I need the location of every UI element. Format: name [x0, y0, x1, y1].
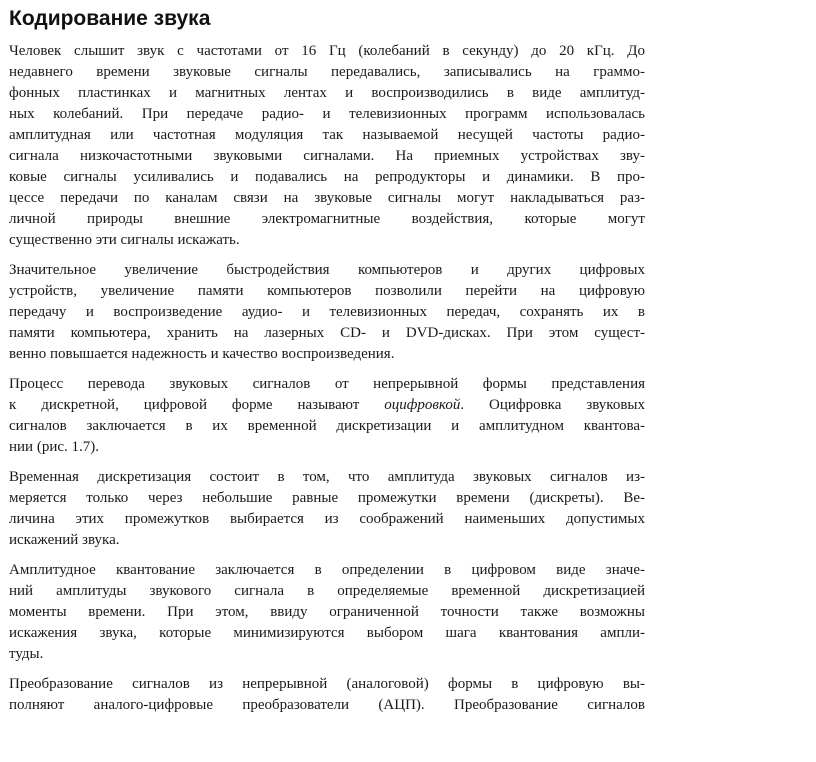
text-line: фонных пластинках и магнитных лентах и воспроизводились в виде амплитуд- [9, 85, 645, 101]
text-line: моменты времени. При этом, ввиду ограниченной точности также возможны [9, 604, 645, 620]
text-line: ных колебаний. При передаче радио- и телевизионных программ использовалась [9, 106, 645, 122]
text-fragment: . Оцифровка звуковых [460, 397, 645, 413]
text-line: передачу и воспроизведение аудио- и телевизионных передач, сохранять их в [9, 304, 645, 320]
text-line: Значительное увеличение быстродействия компьютеров и других цифровых [9, 262, 645, 278]
text-line: устройств, увеличение памяти компьютеров позволили перейти на цифровую [9, 283, 645, 299]
text-line: Амплитудное квантование заключается в определении в цифровом виде значе- [9, 562, 645, 578]
text-line: Преобразование сигналов из непрерывной (аналоговой) формы в цифровую вы- [9, 676, 645, 692]
text-line: Процесс перевода звуковых сигналов от непрерывной формы представления [9, 376, 645, 392]
paragraph-sampling [9, 467, 645, 551]
text-fragment: к дискретной, цифровой форме называют [9, 397, 385, 413]
paragraph-hearing [9, 41, 645, 251]
text-line: сигнала низкочастотными звуковыми сигналами. На приемных устройствах зву- [9, 148, 645, 164]
text-line: Временная дискретизация состоит в том, что амплитуда звуковых сигналов из- [9, 469, 645, 485]
body-text [9, 41, 645, 725]
text-line: сигналов заключается в их временной дискретизации и амплитудном квантова- [9, 418, 645, 434]
text-line: личной природы внешние электромагнитные воздействия, которые могут [9, 211, 645, 227]
term-digitization: оцифровкой [384, 397, 461, 413]
text-line: туды. [9, 646, 44, 662]
text-line: цессе передачи по каналам связи на звуковые сигналы могут накладываться раз- [9, 190, 645, 206]
text-line [9, 395, 645, 416]
paragraph-digitization [9, 374, 645, 458]
text-line: меряется только через небольшие равные промежутки времени (дискреты). Ве- [9, 490, 645, 506]
text-line: нии (рис. 1.7). [9, 439, 100, 455]
text-line: полняют аналого-цифровые преобразователи (АЦП). Преобразование сигналов [9, 697, 645, 713]
text-line: памяти компьютера, хранить на лазерных CD- и DVD-дисках. При этом сущест- [9, 325, 645, 341]
text-line: личина этих промежутков выбирается из соображений наименьших допустимых [9, 511, 645, 527]
text-line: существенно эти сигналы искажать. [9, 232, 240, 248]
paragraph-adc [9, 674, 645, 716]
page-title: Кодирование звука [9, 7, 211, 30]
paragraph-digital-transfer [9, 260, 645, 365]
text-line: венно повышается надежность и качество воспроизведения. [9, 346, 395, 362]
paragraph-quantization [9, 560, 645, 665]
text-line: недавнего времени звуковые сигналы передавались, записывались на граммо- [9, 64, 645, 80]
text-line: искажения звука, которые минимизируются выбором шага квантования ампли- [9, 625, 645, 641]
text-line: Человек слышит звук с частотами от 16 Гц (колебаний в секунду) до 20 кГц. До [9, 43, 645, 59]
text-line: ний амплитуды звукового сигнала в определяемые временной дискретизацией [9, 583, 645, 599]
text-line: искажений звука. [9, 532, 120, 548]
text-line: ковые сигналы усиливались и подавались на репродукторы и динамики. В про- [9, 169, 645, 185]
text-line: амплитудная или частотная модуляция так называемой несущей частоты радио- [9, 127, 645, 143]
